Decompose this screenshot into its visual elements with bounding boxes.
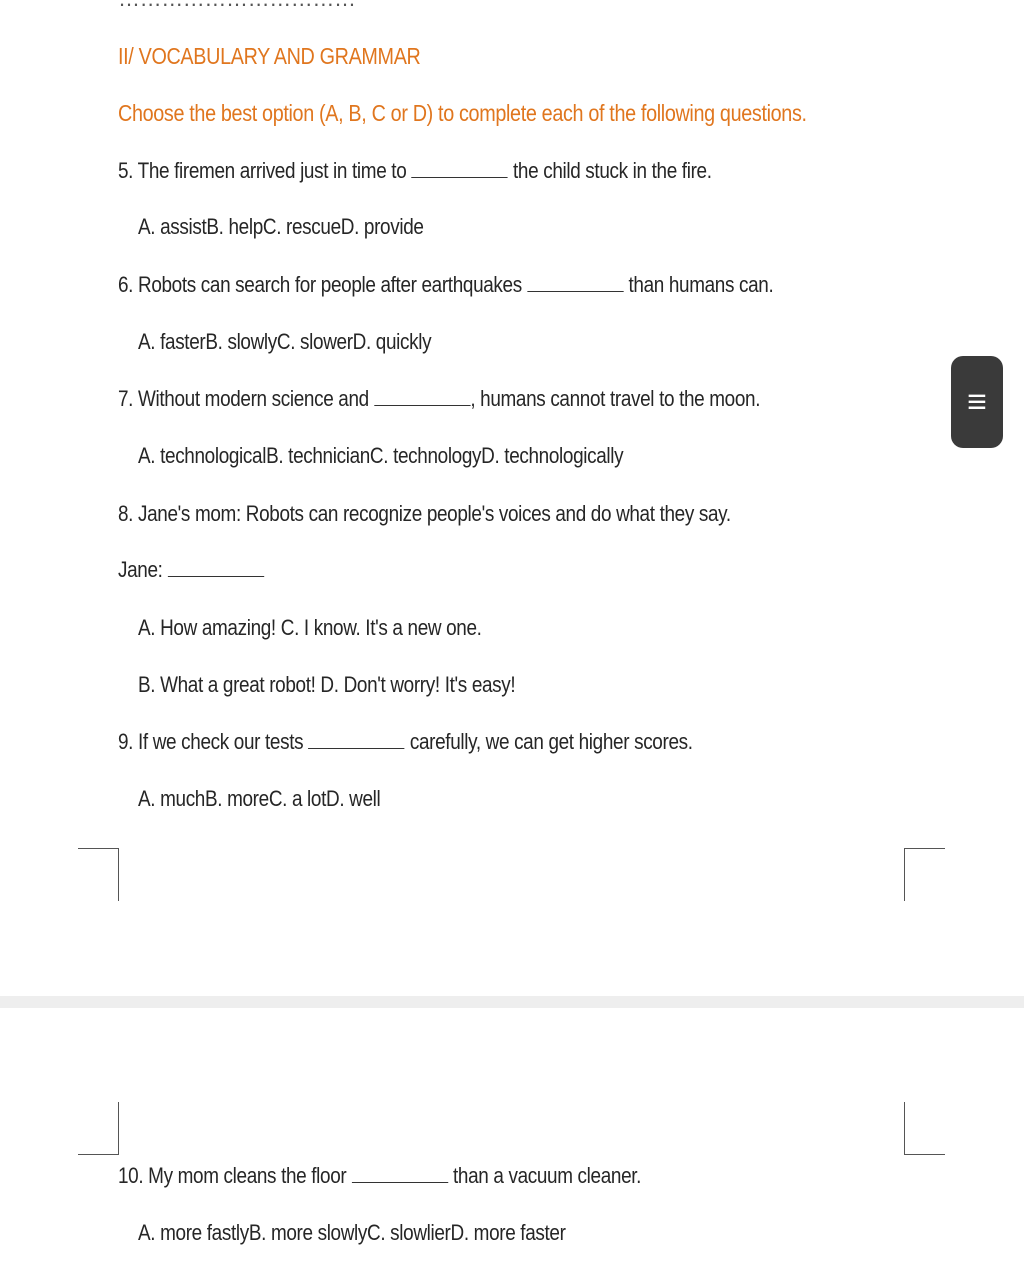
cropped-text-fragment bbox=[118, 0, 356, 12]
question-5 bbox=[118, 157, 712, 185]
question-10-options: A. more fastlyB. more slowlyC. slowlierD. more faster bbox=[138, 1220, 566, 1245]
question-9-options: A. muchB. moreC. a lotD. well bbox=[138, 786, 381, 811]
section-title: II/ VOCABULARY AND GRAMMAR bbox=[118, 43, 421, 69]
question-6-options: A. fasterB. slowlyC. slowerD. quickly bbox=[138, 329, 432, 354]
answer-blank bbox=[352, 1164, 448, 1183]
question-6 bbox=[118, 271, 773, 299]
crop-mark-bottom-right bbox=[904, 848, 945, 901]
answer-blank bbox=[308, 730, 404, 749]
question-5-options: A. assistB. helpC. rescueD. provide bbox=[138, 214, 424, 239]
crop-mark-top-right bbox=[904, 1102, 945, 1155]
question-7 bbox=[118, 385, 760, 413]
answer-blank bbox=[374, 387, 470, 406]
question-9-stem-before: 9. If we check our tests bbox=[118, 729, 304, 754]
crop-mark-top-left bbox=[78, 1102, 119, 1155]
question-8-stem: 8. Jane's mom: Robots can recognize people's voices and do what they say. bbox=[118, 501, 731, 526]
question-7-options: A. technologicalB. technicianC. technologyD. technologically bbox=[138, 443, 624, 468]
answer-blank bbox=[412, 159, 508, 178]
question-10-stem-after: than a vacuum cleaner. bbox=[453, 1163, 642, 1188]
question-7-stem-before: 7. Without modern science and bbox=[118, 386, 369, 411]
answer-blank bbox=[168, 558, 264, 577]
question-7-stem-after: , humans cannot travel to the moon. bbox=[470, 386, 761, 411]
menu-button[interactable] bbox=[951, 356, 1003, 448]
question-8-reply bbox=[118, 556, 269, 584]
question-9-stem-after: carefully, we can get higher scores. bbox=[409, 729, 693, 754]
question-10-stem-before: 10. My mom cleans the floor bbox=[118, 1163, 347, 1188]
question-8-options-line-2: B. What a great robot! D. Don't worry! It's easy! bbox=[138, 672, 516, 697]
question-6-stem-before: 6. Robots can search for people after earthquakes bbox=[118, 272, 522, 297]
question-5-stem-after: the child stuck in the fire. bbox=[513, 158, 712, 183]
question-5-stem-before: 5. The firemen arrived just in time to bbox=[118, 158, 407, 183]
instruction: Choose the best option (A, B, C or D) to complete each of the following questions. bbox=[118, 100, 807, 126]
question-6-stem-after: than humans can. bbox=[628, 272, 774, 297]
page-separator bbox=[0, 996, 1024, 1008]
question-8-reply-label: Jane: bbox=[118, 557, 163, 582]
answer-blank bbox=[527, 273, 623, 292]
crop-mark-bottom-left bbox=[78, 848, 119, 901]
question-10 bbox=[118, 1162, 641, 1190]
question-8-options-line-1: A. How amazing! C. I know. It's a new one. bbox=[138, 615, 482, 640]
menu-icon: ≡ bbox=[967, 383, 987, 421]
question-9 bbox=[118, 728, 693, 756]
